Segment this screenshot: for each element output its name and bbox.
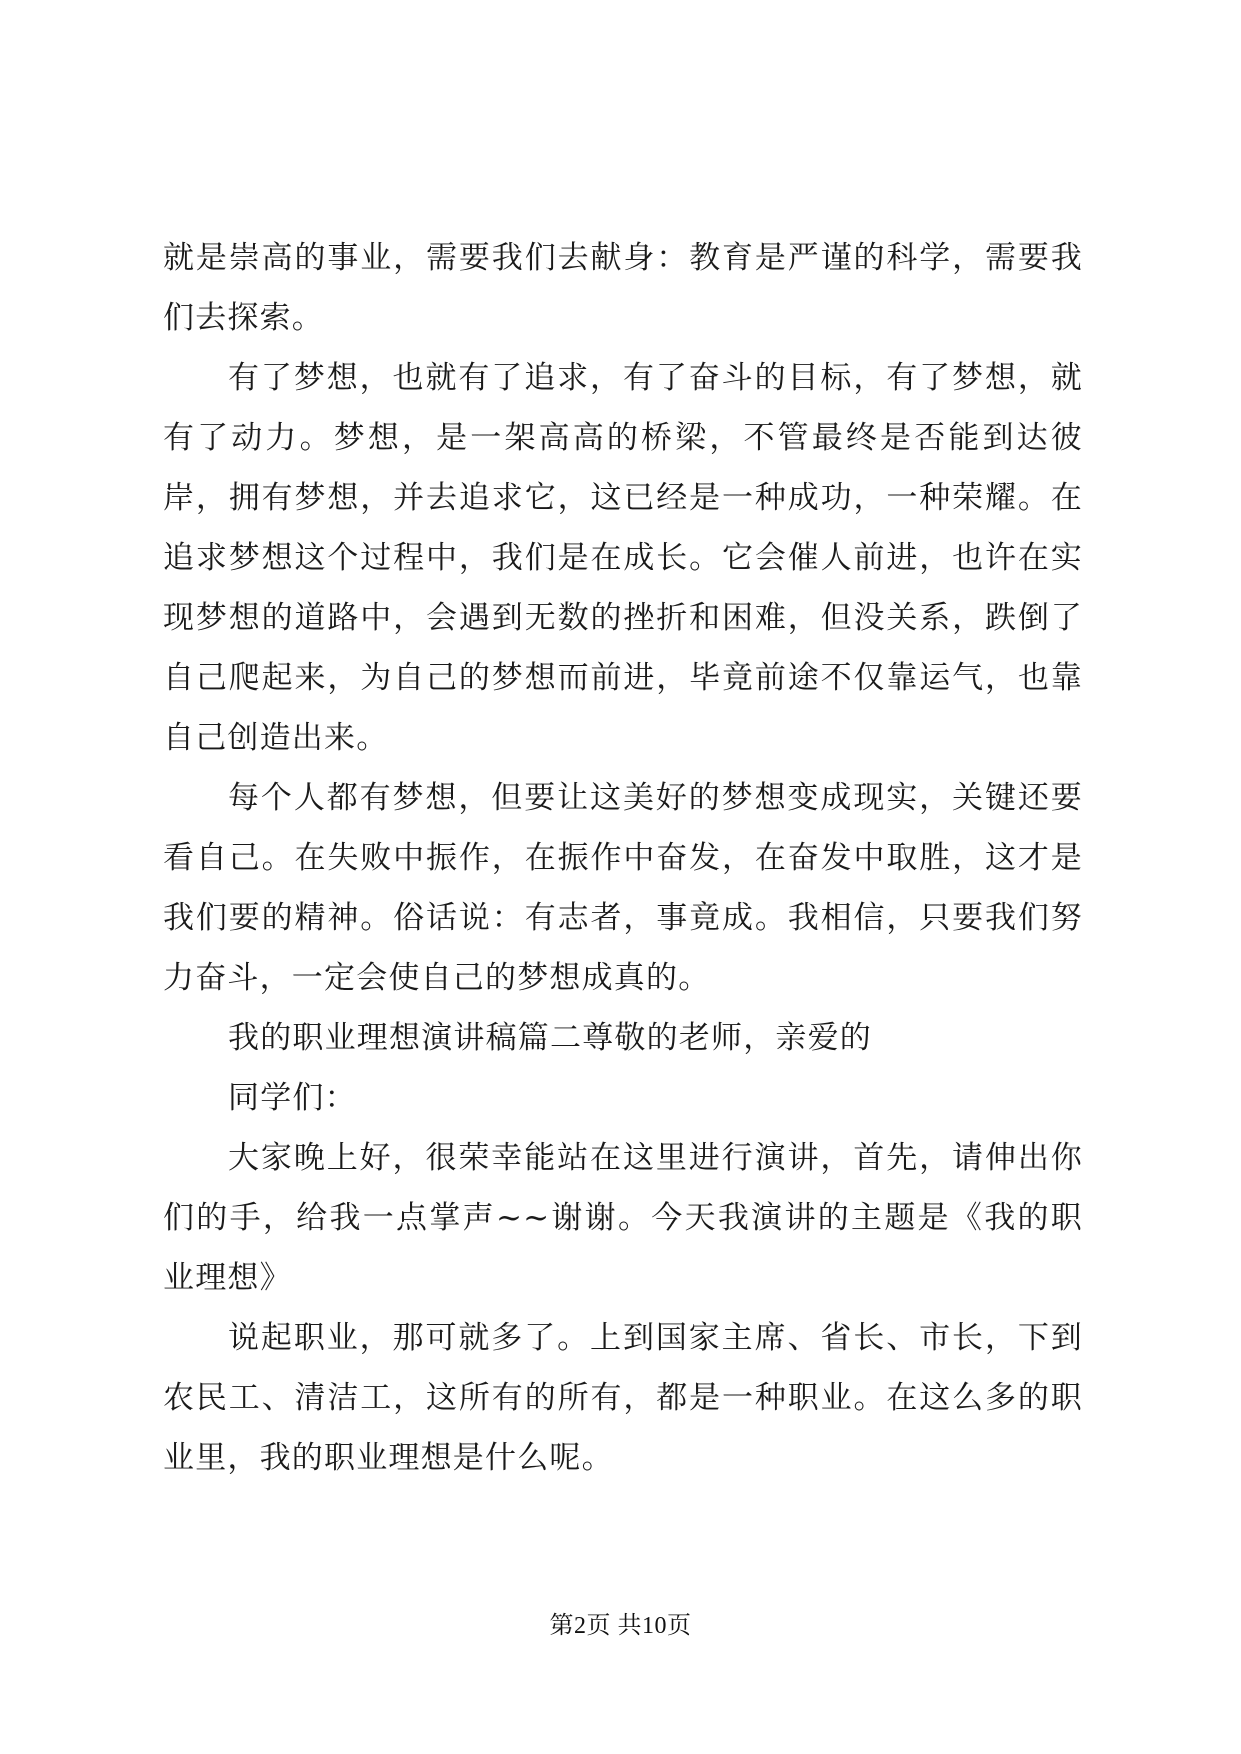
page-footer: 第2页 共10页 xyxy=(549,1613,692,1639)
paragraph-careers: 说起职业，那可就多了。上到国家主席、省长、市长，下到农民工、清洁工，这所有的所有，都是一种职业。在这么多的职业里，我的职业理想是什么呢。 xyxy=(163,1320,1083,1476)
paragraph-salutation: 同学们： xyxy=(228,1080,357,1116)
document-body xyxy=(163,228,1083,1488)
paragraph-speech-title: 我的职业理想演讲稿篇二尊敬的老师，亲爱的 xyxy=(228,1020,872,1056)
paragraph-everyone-has-dream: 每个人都有梦想，但要让这美好的梦想变成现实，关键还要看自己。在失败中振作，在振作中奋发，在奋发中取胜，这才是我们要的精神。俗话说：有志者，事竟成。我相信，只要我们努力奋斗，一定会使自己的梦想成真的。 xyxy=(163,780,1083,996)
paragraph-greeting: 大家晚上好，很荣幸能站在这里进行演讲，首先，请伸出你们的手，给我一点掌声~~谢谢。今天我演讲的主题是《我的职业理想》 xyxy=(163,1140,1083,1296)
paragraph-dream-pursuit: 有了梦想，也就有了追求，有了奋斗的目标，有了梦想，就有了动力。梦想，是一架高高的桥梁，不管最终是否能到达彼岸，拥有梦想，并去追求它，这已经是一种成功，一种荣耀。在追求梦想这个过程中，我们是在成长。它会催人前进，也许在实现梦想的道路中，会遇到无数的挫折和困难，但没关系，跌倒了自己爬起来，为自己的梦想而前进，毕竟前途不仅靠运气，也靠自己创造出来。 xyxy=(163,360,1083,756)
paragraph-continuation: 就是崇高的事业，需要我们去献身：教育是严谨的科学，需要我们去探索。 xyxy=(163,240,1083,336)
